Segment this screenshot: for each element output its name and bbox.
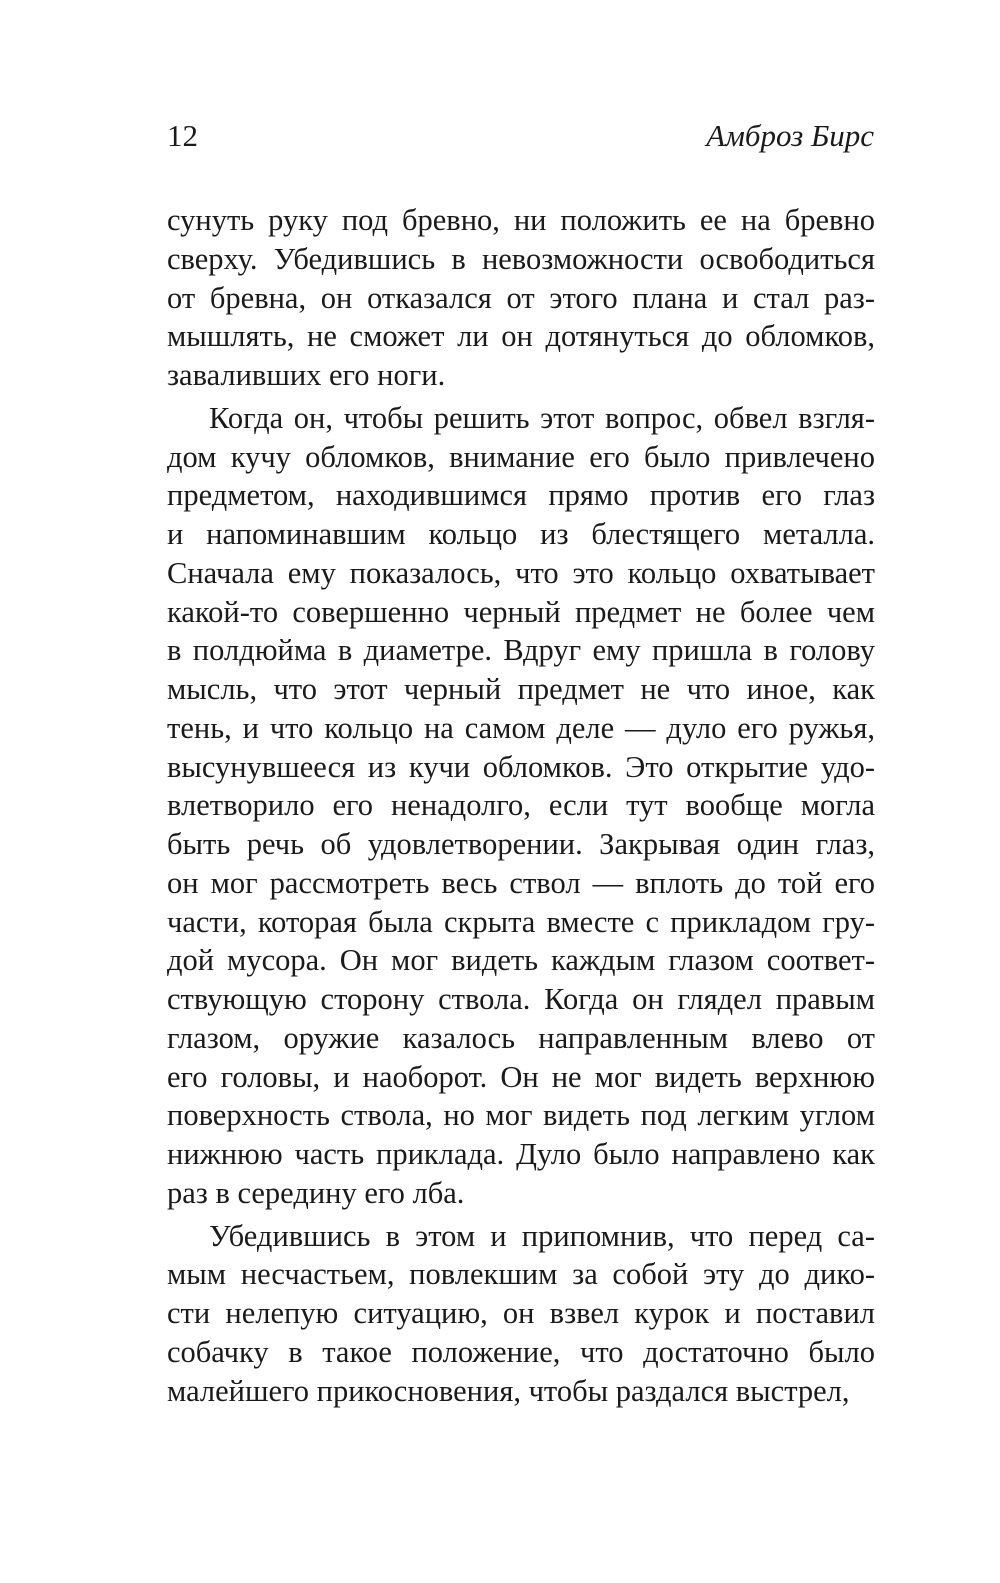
- text-line: в полдюйма в диаметре. Вдруг ему пришла в голову: [167, 633, 875, 668]
- text-line: высунувшееся из кучи обломков. Это открытие удо-: [167, 749, 875, 784]
- text-line: Сначала ему показалось, что это кольцо охватывает: [167, 555, 875, 590]
- text-line: дой мусора. Он мог видеть каждым глазом соответ-: [167, 943, 875, 978]
- text-line: раз в середину его лба.: [167, 1175, 465, 1210]
- text-line: глазом, оружие казалось направленным влево от: [167, 1020, 875, 1055]
- text-line: сти нелепую ситуацию, он взвел курок и поставил: [167, 1296, 875, 1330]
- text-line: от бревна, он отказался от этого плана и стал раз-: [167, 280, 875, 315]
- text-line: дом кучу обломков, внимание его было привлечено: [167, 439, 875, 474]
- text-line: мысль, что этот черный предмет не что иное, как: [167, 672, 875, 706]
- text-line: Убедившись в этом и припомнив, что перед са-: [209, 1218, 875, 1253]
- text-line: мым несчастьем, повлекшим за собой эту до дико-: [167, 1257, 875, 1292]
- text-line: быть речь об удовлетворении. Закрывая один глаз,: [167, 827, 875, 861]
- text-line: собачку в такое положение, что достаточно было: [167, 1334, 875, 1369]
- text-line: ствующую сторону ствола. Когда он глядел правым: [167, 982, 875, 1016]
- text-line: Когда он, чтобы решить этот вопрос, обвел взгля-: [209, 400, 875, 435]
- page-number: 12: [167, 118, 198, 153]
- body-text: [167, 201, 875, 1410]
- text-line: он мог рассмотреть весь ствол — вплоть до той его: [167, 865, 875, 900]
- text-line: поверхность ствола, но мог видеть под легким углом: [167, 1098, 875, 1133]
- text-line: тень, и что кольцо на самом деле — дуло его ружья,: [167, 710, 875, 745]
- text-line: предметом, находившимся прямо против его глаз: [167, 478, 875, 513]
- paragraph: [167, 1217, 875, 1411]
- running-head-author: Амброз Бирс: [706, 118, 874, 153]
- text-line: малейшего прикосновения, чтобы раздался выстрел,: [167, 1373, 850, 1408]
- paragraph: [167, 399, 875, 1213]
- text-line: его головы, и наоборот. Он не мог видеть верхнюю: [167, 1059, 875, 1094]
- page-header: [167, 116, 874, 156]
- text-line: влетворило его ненадолго, если тут вообще могла: [167, 788, 875, 823]
- text-line: сунуть руку под бревно, ни положить ее на бревно: [167, 203, 875, 237]
- text-line: сверху. Убедившись в невозможности освободиться: [167, 241, 875, 276]
- text-line: нижнюю часть приклада. Дуло было направлено как: [167, 1137, 875, 1171]
- paragraph: [167, 201, 875, 395]
- text-line: заваливших его ноги.: [167, 358, 446, 392]
- text-line: какой-то совершенно черный предмет не более чем: [167, 594, 875, 629]
- text-line: части, которая была скрыта вместе с прикладом гру-: [167, 904, 875, 939]
- text-line: мышлять, не сможет ли он дотянуться до обломков,: [167, 319, 875, 354]
- text-line: и напоминавшим кольцо из блестящего металла.: [167, 517, 875, 551]
